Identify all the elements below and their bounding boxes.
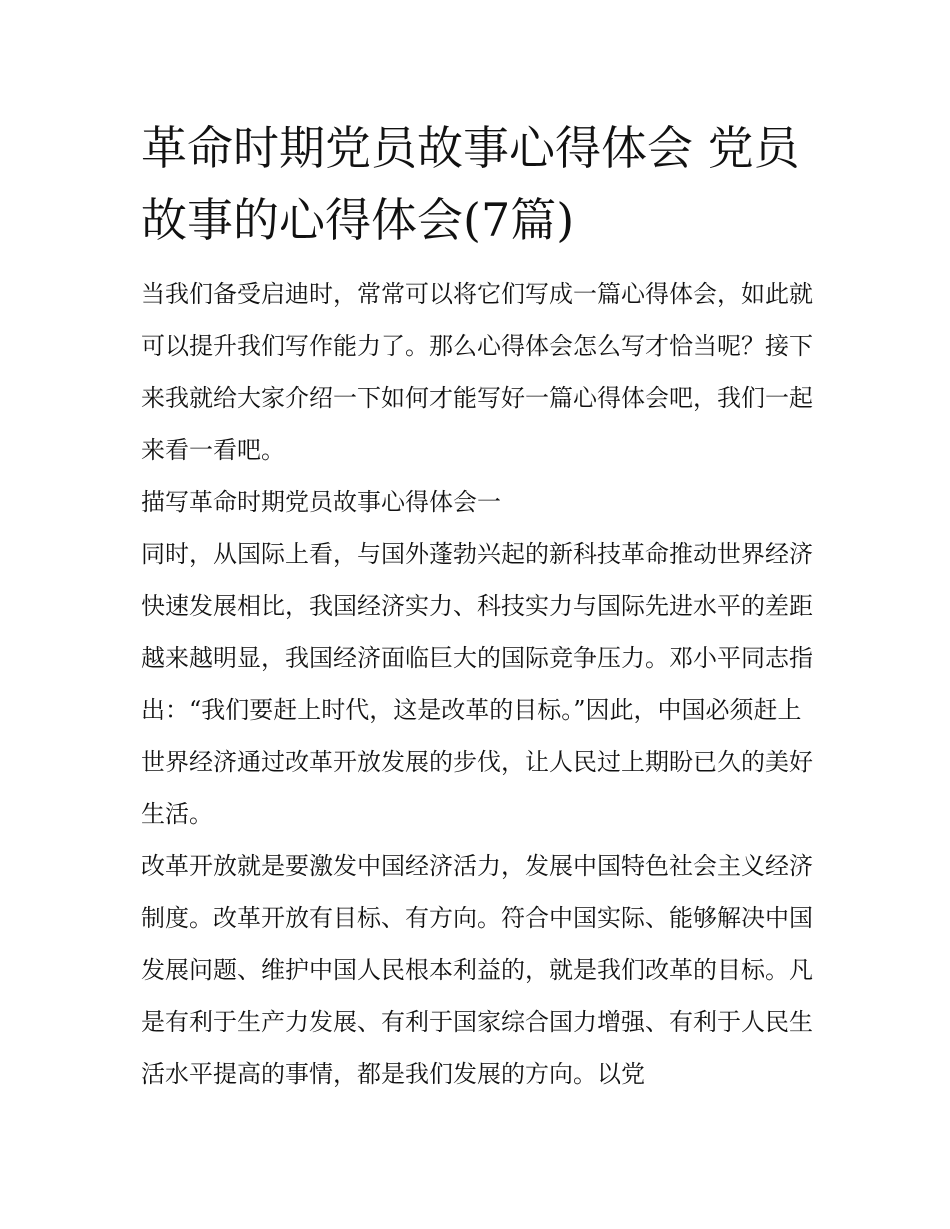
body-paragraph: 同时，从国际上看，与国外蓬勃兴起的新科技革命推动世界经济快速发展相比，我国经济实力、科技实力与国际先进水平的差距越来越明显，我国经济面临巨大的国际竞争压力。邓小平同志指出：“我们要赶上时代，这是改革的目标。”因此，中国必须赶上世界经济通过改革开放发展的步伐，让人民过上期盼已久的美好生活。	[141, 540, 813, 828]
section-heading: 描写革命时期党员故事心得体会一	[141, 488, 501, 516]
intro-paragraph: 当我们备受启迪时，常常可以将它们写成一篇心得体会，如此就可以提升我们写作能力了。那么心得体会怎么写才恰当呢？接下来我就给大家介绍一下如何才能写好一篇心得体会吧，我们一起来看一看吧。	[141, 280, 813, 464]
document-body	[141, 112, 813, 1100]
body-paragraph: 改革开放就是要激发中国经济活力，发展中国特色社会主义经济制度。改革开放有目标、有方向。符合中国实际、能够解决中国发展问题、维护中国人民根本利益的，就是我们改革的目标。凡是有利于生产力发展、有利于国家综合国力增强、有利于人民生活水平提高的事情，都是我们发展的方向。以党	[141, 852, 813, 1088]
document-title: 革命时期党员故事心得体会 党员故事的心得体会(7篇)	[141, 121, 800, 247]
